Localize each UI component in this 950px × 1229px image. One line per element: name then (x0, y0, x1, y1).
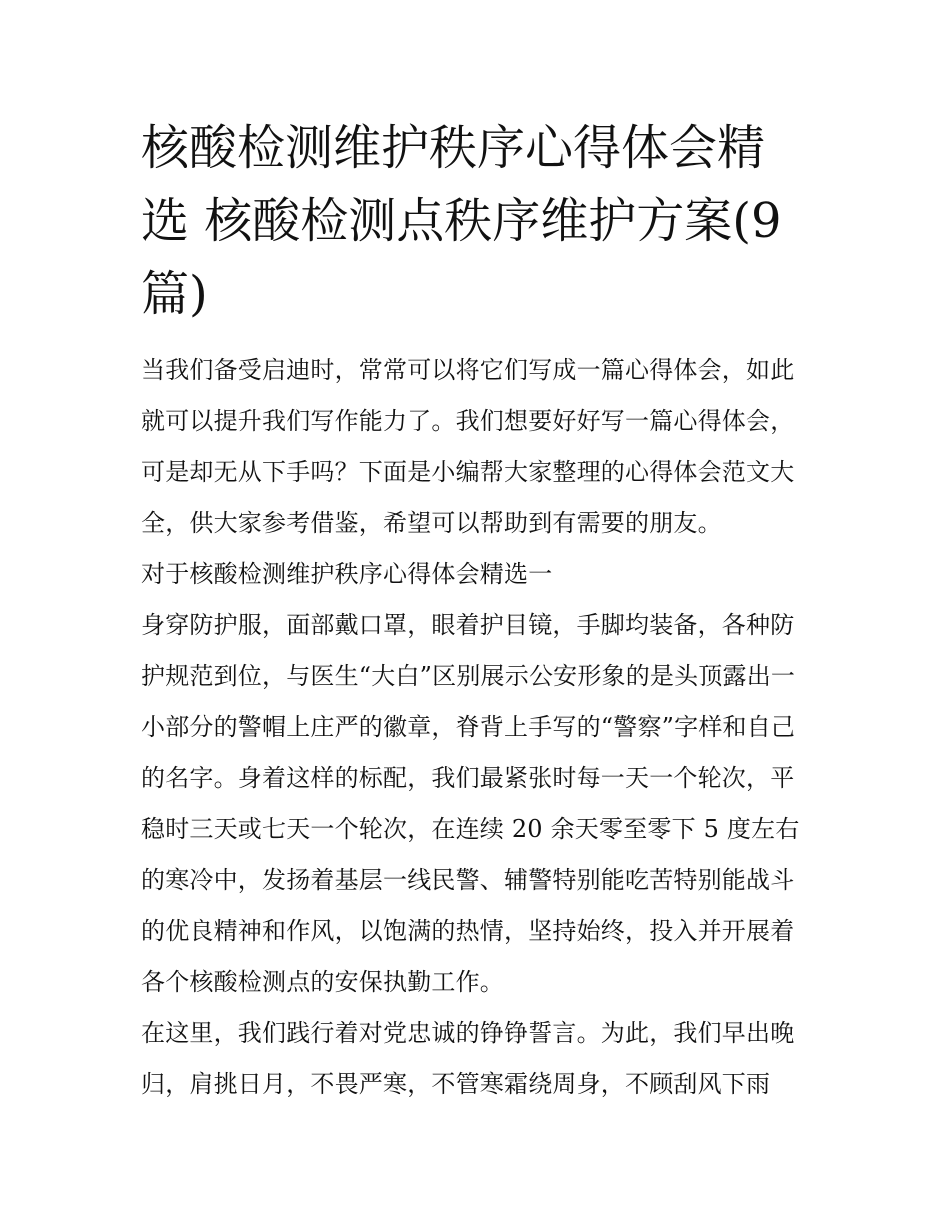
text-line: 护规范到位，与医生“大白”区别展示公安形象的是头顶露出一 (141, 662, 796, 690)
text-line: 的寒冷中，发扬着基层一线民警、辅警特别能吃苦特别能战斗 (141, 866, 795, 894)
text-line: 小部分的警帽上庄严的徽章，脊背上手写的“警察”字样和自己 (141, 713, 796, 741)
text-line: 各个核酸检测点的安保执勤工作。 (141, 968, 504, 996)
text-line: 的优良精神和作风，以饱满的热情，坚持始终，投入并开展着 (141, 917, 795, 945)
title-line: 核酸检测维护秩序心得体会精 (141, 120, 766, 176)
text-line: 当我们备受启迪时，常常可以将它们写成一篇心得体会，如此 (141, 356, 795, 384)
title-line: 篇) (141, 266, 208, 322)
text-line: 在这里，我们践行着对党忠诚的铮铮誓言。为此，我们早出晚 (141, 1019, 795, 1047)
title-line: 选 核酸检测点秩序维护方案(9 (141, 193, 782, 249)
text-line: 的名字。身着这样的标配，我们最紧张时每一天一个轮次，平 (141, 764, 795, 792)
intro-paragraph (141, 345, 817, 549)
text-line: 身穿防护服，面部戴口罩，眼着护目镜，手脚均装备，各种防 (141, 611, 795, 639)
body-paragraph-1 (141, 600, 817, 1008)
document-content (141, 112, 817, 1110)
text-line: 稳时三天或七天一个轮次，在连续 20 余天零至零下 5 度左右 (141, 815, 800, 843)
text-line: 就可以提升我们写作能力了。我们想要好好写一篇心得体会， (141, 407, 795, 435)
text-line: 归，肩挑日月，不畏严寒，不管寒霜绕周身，不顾刮风下雨 (141, 1070, 771, 1098)
text-line: 全，供大家参考借鉴，希望可以帮助到有需要的朋友。 (141, 509, 722, 537)
section-heading (141, 549, 817, 600)
section-heading-text: 对于核酸检测维护秩序心得体会精选一 (141, 560, 553, 588)
body-paragraph-2 (141, 1008, 817, 1110)
text-line: 可是却无从下手吗？下面是小编帮大家整理的心得体会范文大 (141, 458, 795, 486)
document-title (141, 112, 817, 331)
